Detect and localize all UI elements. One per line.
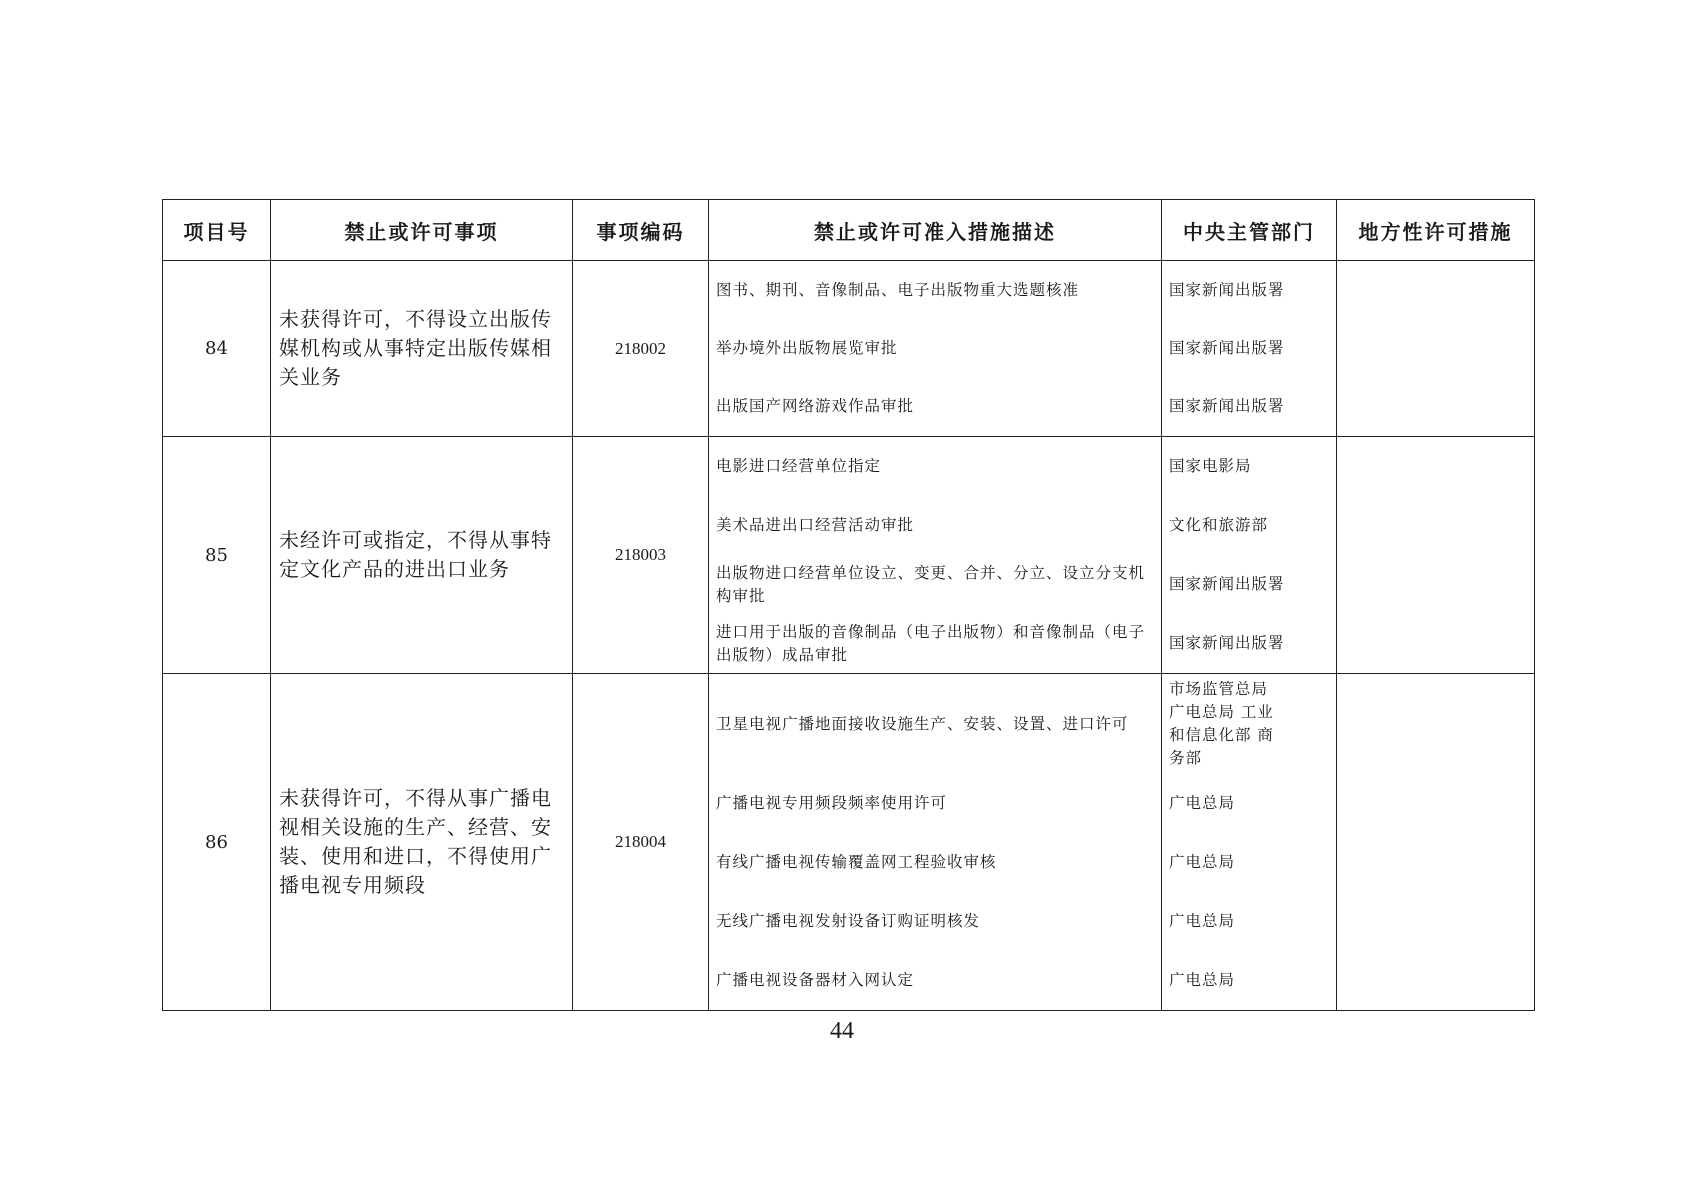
- department: 广电总局: [1169, 971, 1236, 989]
- department: 国家电影局: [1169, 457, 1252, 475]
- item-code: 218003: [573, 437, 709, 674]
- measure: 卫星电视广播地面接收设施生产、安装、设置、进口许可: [716, 714, 1129, 733]
- departments-cell: [1162, 437, 1337, 674]
- department: 国家新闻出版署: [1169, 634, 1285, 652]
- item-code: 218002: [573, 261, 709, 437]
- header-code: 事项编码: [573, 200, 709, 261]
- permit-table: [162, 199, 1535, 1011]
- measure: 出版国产网络游戏作品审批: [716, 397, 915, 415]
- measure: 美术品进出口经营活动审批: [716, 516, 915, 534]
- item-description: 未获得许可，不得设立出版传媒机构或从事特定出版传媒相关业务: [271, 261, 573, 437]
- department: 国家新闻出版署: [1169, 397, 1285, 415]
- table-row: [163, 437, 1535, 674]
- measures-cell: [709, 437, 1162, 674]
- header-item: 禁止或许可事项: [271, 200, 573, 261]
- header-number: 项目号: [163, 200, 271, 261]
- department: 国家新闻出版署: [1169, 281, 1285, 299]
- department: 广电总局: [1169, 912, 1236, 930]
- measure: 举办境外出版物展览审批: [716, 339, 898, 357]
- header-row: [163, 200, 1535, 261]
- item-description: 未经许可或指定，不得从事特定文化产品的进出口业务: [271, 437, 573, 674]
- table-row: [163, 261, 1535, 437]
- measure: 电影进口经营单位指定: [716, 457, 882, 475]
- measure: 图书、期刊、音像制品、电子出版物重大选题核准: [716, 281, 1080, 299]
- measure: 出版物进口经营单位设立、变更、合并、分立、设立分支机构审批: [716, 563, 1146, 605]
- department: 国家新闻出版署: [1169, 575, 1285, 593]
- header-measures: 禁止或许可准入措施描述: [709, 200, 1162, 261]
- table-row: [163, 674, 1535, 1011]
- measure: 进口用于出版的音像制品（电子出版物）和音像制品（电子出版物）成品审批: [716, 622, 1146, 664]
- measures-cell: [709, 261, 1162, 437]
- departments-cell: [1162, 674, 1337, 1011]
- department: 广电总局: [1169, 853, 1236, 871]
- item-number: 86: [163, 674, 271, 1011]
- department: 文化和旅游部: [1169, 516, 1269, 534]
- local-measure: [1337, 674, 1535, 1011]
- measure: 无线广播电视发射设备订购证明核发: [716, 912, 981, 930]
- local-measure: [1337, 261, 1535, 437]
- measure: 有线广播电视传输覆盖网工程验收审核: [716, 853, 997, 871]
- department: 市场监管总局 广电总局 工业和信息化部 商务部: [1169, 680, 1274, 767]
- measure: 广播电视专用频段频率使用许可: [716, 794, 948, 812]
- departments-cell: [1162, 261, 1337, 437]
- department: 国家新闻出版署: [1169, 339, 1285, 357]
- item-number: 85: [163, 437, 271, 674]
- header-local: 地方性许可措施: [1337, 200, 1535, 261]
- local-measure: [1337, 437, 1535, 674]
- measures-cell: [709, 674, 1162, 1011]
- measure: 广播电视设备器材入网认定: [716, 971, 915, 989]
- item-number: 84: [163, 261, 271, 437]
- item-description: 未获得许可，不得从事广播电视相关设施的生产、经营、安装、使用和进口，不得使用广播电视专用频段: [271, 674, 573, 1011]
- item-code: 218004: [573, 674, 709, 1011]
- page-number: 44: [830, 1018, 854, 1044]
- header-department: 中央主管部门: [1162, 200, 1337, 261]
- department: 广电总局: [1169, 794, 1236, 812]
